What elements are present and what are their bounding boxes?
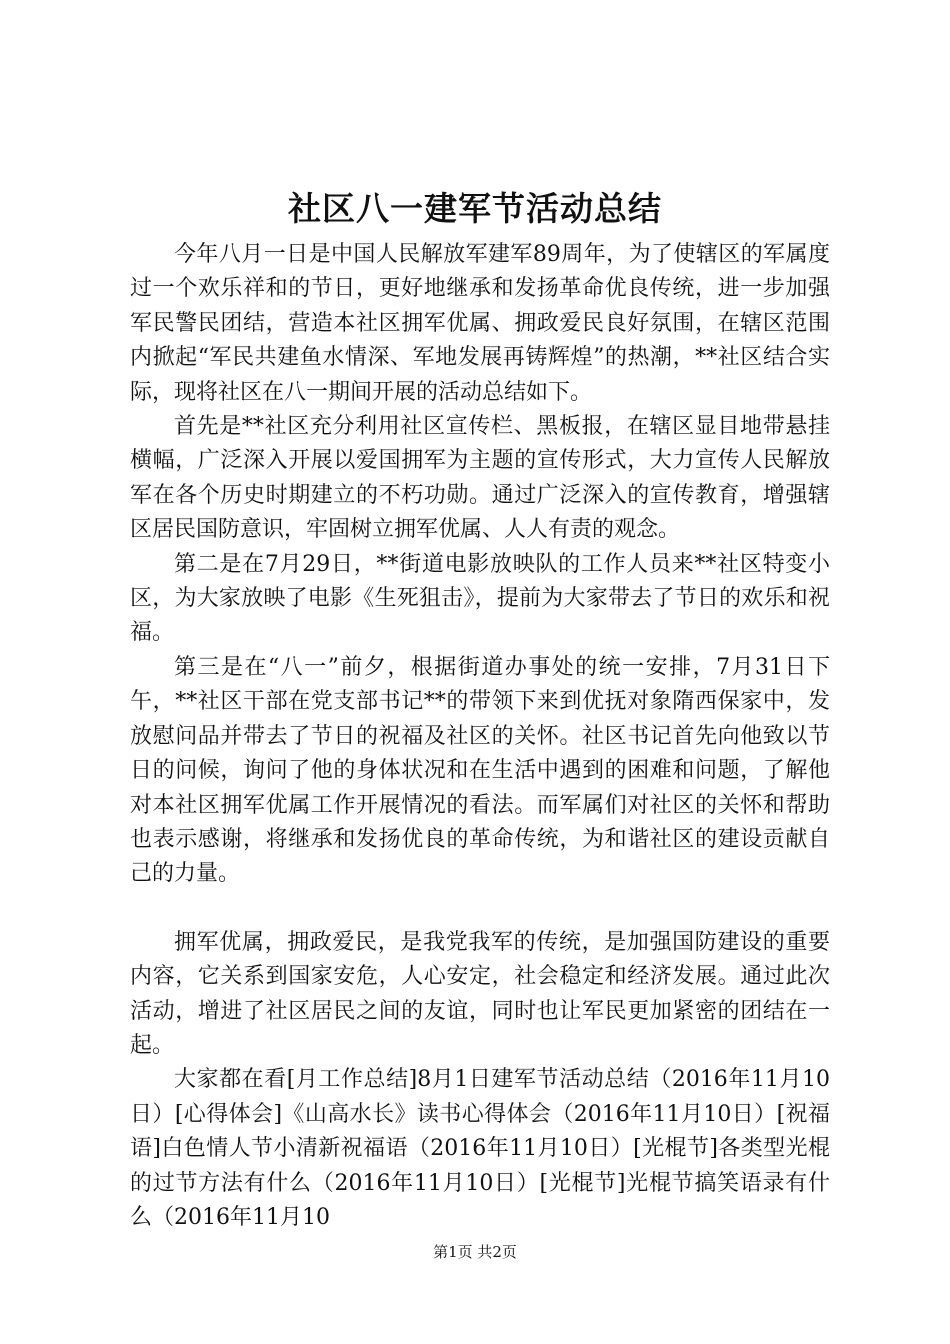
paragraph-third-activity: 第三是在“八一”前夕，根据街道办事处的统一安排，7月31日下午，**社区干部在党支部书记**的带领下来到优抚对象隋西保家中，发放慰问品并带去了节日的祝福及社区的关怀。社区书记首先向他致以节日的问候，询问了他的身体状况和在生活中遇到的困难和问题，了解他对本社区拥军优属工作开展情况的看法。而军属们对社区的关怀和帮助也表示感谢，将继承和发扬优良的革命传统，为和谐社区的建设贡献自己的力量。 [130,654,830,887]
paragraph-intro: 今年八月一日是中国人民解放军建军89周年，为了使辖区的军属度过一个欢乐祥和的节日，更好地继承和发扬革命优良传统，进一步加强军民警民团结，营造本社区拥军优属、拥政爱民良好氛围，在辖区范围内掀起“军民共建鱼水情深、军地发展再铸辉煌”的热潮，**社区结合实际，现将社区在八一期间开展的活动总结如下。 [130,242,830,405]
page-footer: 第1页 共2页 [433,1243,517,1261]
paragraph-related-links: 大家都在看[月工作总结]8月1日建军节活动总结（2016年11月10日）[心得体会]《山高水长》读书心得体会（2016年11月10日）[祝福语]白色情人节小清新祝福语（2016年11月10日）[光棍节]各类型光棍的过节方法有什么（2016年11月10日）[光棍节]光棍节搞笑语录有什么（2016年11月10 [130,1067,830,1230]
paragraph-first-activity: 首先是**社区充分利用社区宣传栏、黑板报，在辖区显目地带悬挂横幅，广泛深入开展以爱国拥军为主题的宣传形式，大力宣传人民解放军在各个历史时期建立的不朽功勋。通过广泛深入的宣传教育，增强辖区居民国防意识，牢固树立拥军优属、人人有责的观念。 [130,414,830,543]
document-body [130,238,830,1235]
paragraph-second-activity: 第二是在7月29日，**街道电影放映队的工作人员来**社区特变小区，为大家放映了电影《生死狙击》，提前为大家带去了节日的欢乐和祝福。 [130,551,830,646]
document-title: 社区八一建军节活动总结 [288,189,662,228]
paragraph-conclusion: 拥军优属，拥政爱民，是我党我军的传统，是加强国防建设的重要内容，它关系到国家安危，人心安定，社会稳定和经济发展。通过此次活动，增进了社区居民之间的友谊，同时也让军民更加紧密的团结在一起。 [130,929,830,1058]
